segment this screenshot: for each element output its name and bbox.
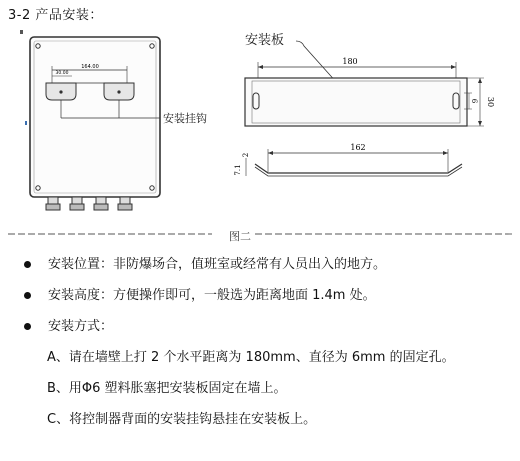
bullet-icon: [24, 261, 31, 268]
plate-profile: [255, 164, 462, 173]
list-item: [24, 256, 514, 287]
cable-glands: [46, 197, 132, 210]
mount-hook-label: 安装挂钩: [163, 112, 207, 125]
dim-plate-length: 180: [342, 57, 358, 66]
installation-drawing: [0, 22, 520, 242]
step-item: B、用Φ6 塑料胀塞把安装板固定在墙上。: [47, 381, 287, 396]
bullet-icon: [24, 292, 31, 299]
bullet-text: 安装位置：非防爆场合，值班室或经常有人员出入的地方。: [48, 257, 387, 272]
dim-plate-height: 30: [486, 96, 495, 108]
bullet-text: 安装高度：方便操作即可，一般选为距离地面 1.4m 处。: [48, 288, 376, 303]
dim-hook-spacing: 164.00: [81, 64, 99, 70]
corner-mark: [20, 30, 23, 34]
marker: [25, 121, 27, 125]
step-item: A、请在墙壁上打 2 个水平距离为 180mm、直径为 6mm 的固定孔。: [47, 350, 455, 365]
dim-hook-width: 30.00: [55, 71, 69, 76]
bullet-text: 安装方式：: [48, 319, 114, 334]
section-heading: 3-2 产品安装：: [8, 8, 103, 23]
dim-side-b: 2: [242, 152, 250, 158]
controller-back-view: [30, 37, 207, 210]
dim-plate-hole: 6: [470, 98, 478, 104]
dim-plate-bottom-length: 162: [350, 143, 366, 152]
mounting-plate-top-view: [245, 32, 495, 126]
mounting-plate-side-view: [234, 143, 462, 176]
figure-caption: 图二: [229, 230, 251, 243]
install-bullets: [24, 256, 514, 349]
installation-figure: [0, 22, 520, 242]
mount-plate-label: 安装板: [245, 33, 285, 48]
bullet-icon: [24, 323, 31, 330]
controller-body: [30, 37, 160, 197]
list-item: [24, 318, 514, 349]
dim-side-a: 7.1: [234, 164, 242, 176]
step-item: C、将控制器背面的安装挂钩悬挂在安装板上。: [47, 412, 317, 427]
plate-outline: [245, 78, 467, 126]
list-item: [24, 287, 514, 318]
install-steps: [47, 349, 455, 442]
